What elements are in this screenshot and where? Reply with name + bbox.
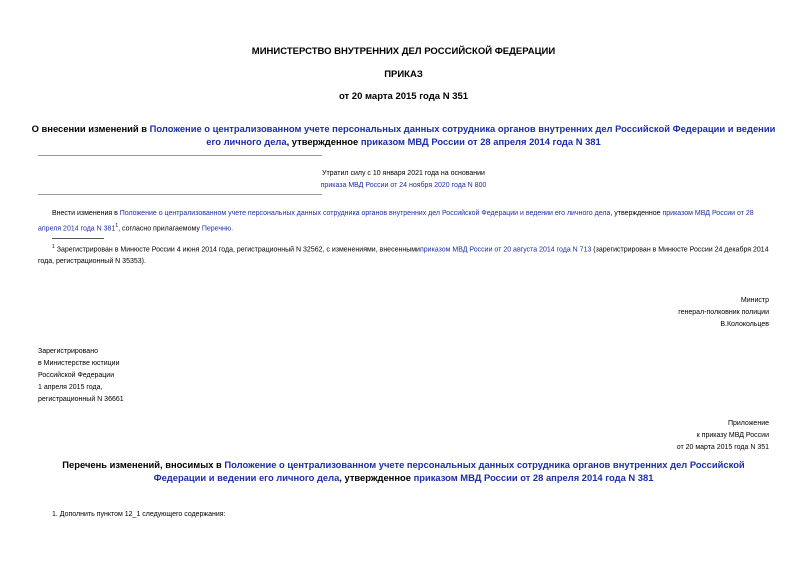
expired-order-link[interactable]: приказа МВД России от 24 ноября 2020 года N 800 <box>320 182 487 189</box>
footnote-order-link[interactable]: приказом МВД России от 20 августа 2014 года N 713 <box>419 246 592 254</box>
registration-line: в Министерстве юстиции <box>38 360 120 367</box>
registration-line: 1 апреля 2015 года, <box>38 384 103 391</box>
registration-block <box>38 346 124 406</box>
signature-block <box>678 295 769 331</box>
document-title <box>30 122 777 148</box>
appendix-date: от 20 марта 2015 года N 351 <box>676 444 769 451</box>
document-date: от 20 марта 2015 года N 351 <box>338 91 469 102</box>
list-title-order-link[interactable]: приказом МВД России от 28 апреля 2014 года N 381 <box>413 472 654 483</box>
signature-rank: генерал-полковник полиции <box>678 309 769 316</box>
p1-middle: , утвержденное <box>610 210 663 217</box>
appendix-block <box>677 418 769 454</box>
footnote-separator <box>52 238 104 239</box>
appendix-ref: к приказу МВД России <box>696 432 769 439</box>
list-title-prefix: Перечень изменений, вносимых в <box>62 459 225 470</box>
registration-line: регистрационный N 36661 <box>38 396 124 403</box>
divider <box>38 194 322 195</box>
footnote <box>38 241 770 268</box>
footnote-ref: 1 <box>115 223 119 229</box>
expired-note <box>0 168 807 192</box>
p1-suffix: , согласно прилагаемому <box>118 225 202 233</box>
appendix-label: Приложение <box>727 420 769 427</box>
p1-regulation-link[interactable]: Положение о централизованном учете персональных данных сотрудника органов внутренних дел Российской Федерации и ведении его личного дела <box>119 210 611 217</box>
footnote-number: 1 <box>52 244 55 250</box>
p1-order-link[interactable]: приказом МВД России от 28 апреля 2014 года N 381 <box>38 210 754 233</box>
expired-line: Утратил силу с 10 января 2021 года на основании <box>322 170 485 177</box>
list-item: 1. Дополнить пунктом 12_1 следующего содержания: <box>52 511 226 518</box>
title-regulation-link[interactable]: Положение о централизованном учете персональных данных сотрудника органов внутренних дел Российской Федерации и ведении его личного дела <box>149 123 776 147</box>
title-middle: , утвержденное <box>286 136 361 147</box>
main-paragraph <box>38 208 770 235</box>
document-type: ПРИКАЗ <box>384 69 423 80</box>
footnote-text: Зарегистрирован в Минюсте России 4 июня 2014 года, регистрационный N 32562, с изменениями, внесенными <box>54 246 420 254</box>
title-order-link[interactable]: приказом МВД России от 28 апреля 2014 года N 381 <box>360 136 601 147</box>
p1-list-link[interactable]: Перечню <box>201 225 232 233</box>
list-title <box>40 458 767 484</box>
list-title-middle: , утвержденное <box>339 472 414 483</box>
footnote-text-end: (зарегистрирован в Минюсте России 24 декабря 2014 года, регистрационный N 35353). <box>38 246 769 266</box>
signature-name: В.Колокольцев <box>720 321 769 328</box>
list-title-regulation-link[interactable]: Положение о централизованном учете персональных данных сотрудника органов внутренних дел Российской Федерации и ведении его личного дела <box>153 459 745 483</box>
registration-line: Российской Федерации <box>38 372 115 379</box>
ministry-name: МИНИСТЕРСТВО ВНУТРЕННИХ ДЕЛ РОССИЙСКОЙ ФЕДЕРАЦИИ <box>251 46 556 57</box>
signature-position: Министр <box>740 297 769 304</box>
p1-end: . <box>231 225 234 233</box>
divider <box>38 155 322 156</box>
title-prefix: О внесении изменений в <box>31 123 150 134</box>
registration-line: Зарегистрировано <box>38 348 98 355</box>
p1-prefix: Внести изменения в <box>52 210 120 217</box>
